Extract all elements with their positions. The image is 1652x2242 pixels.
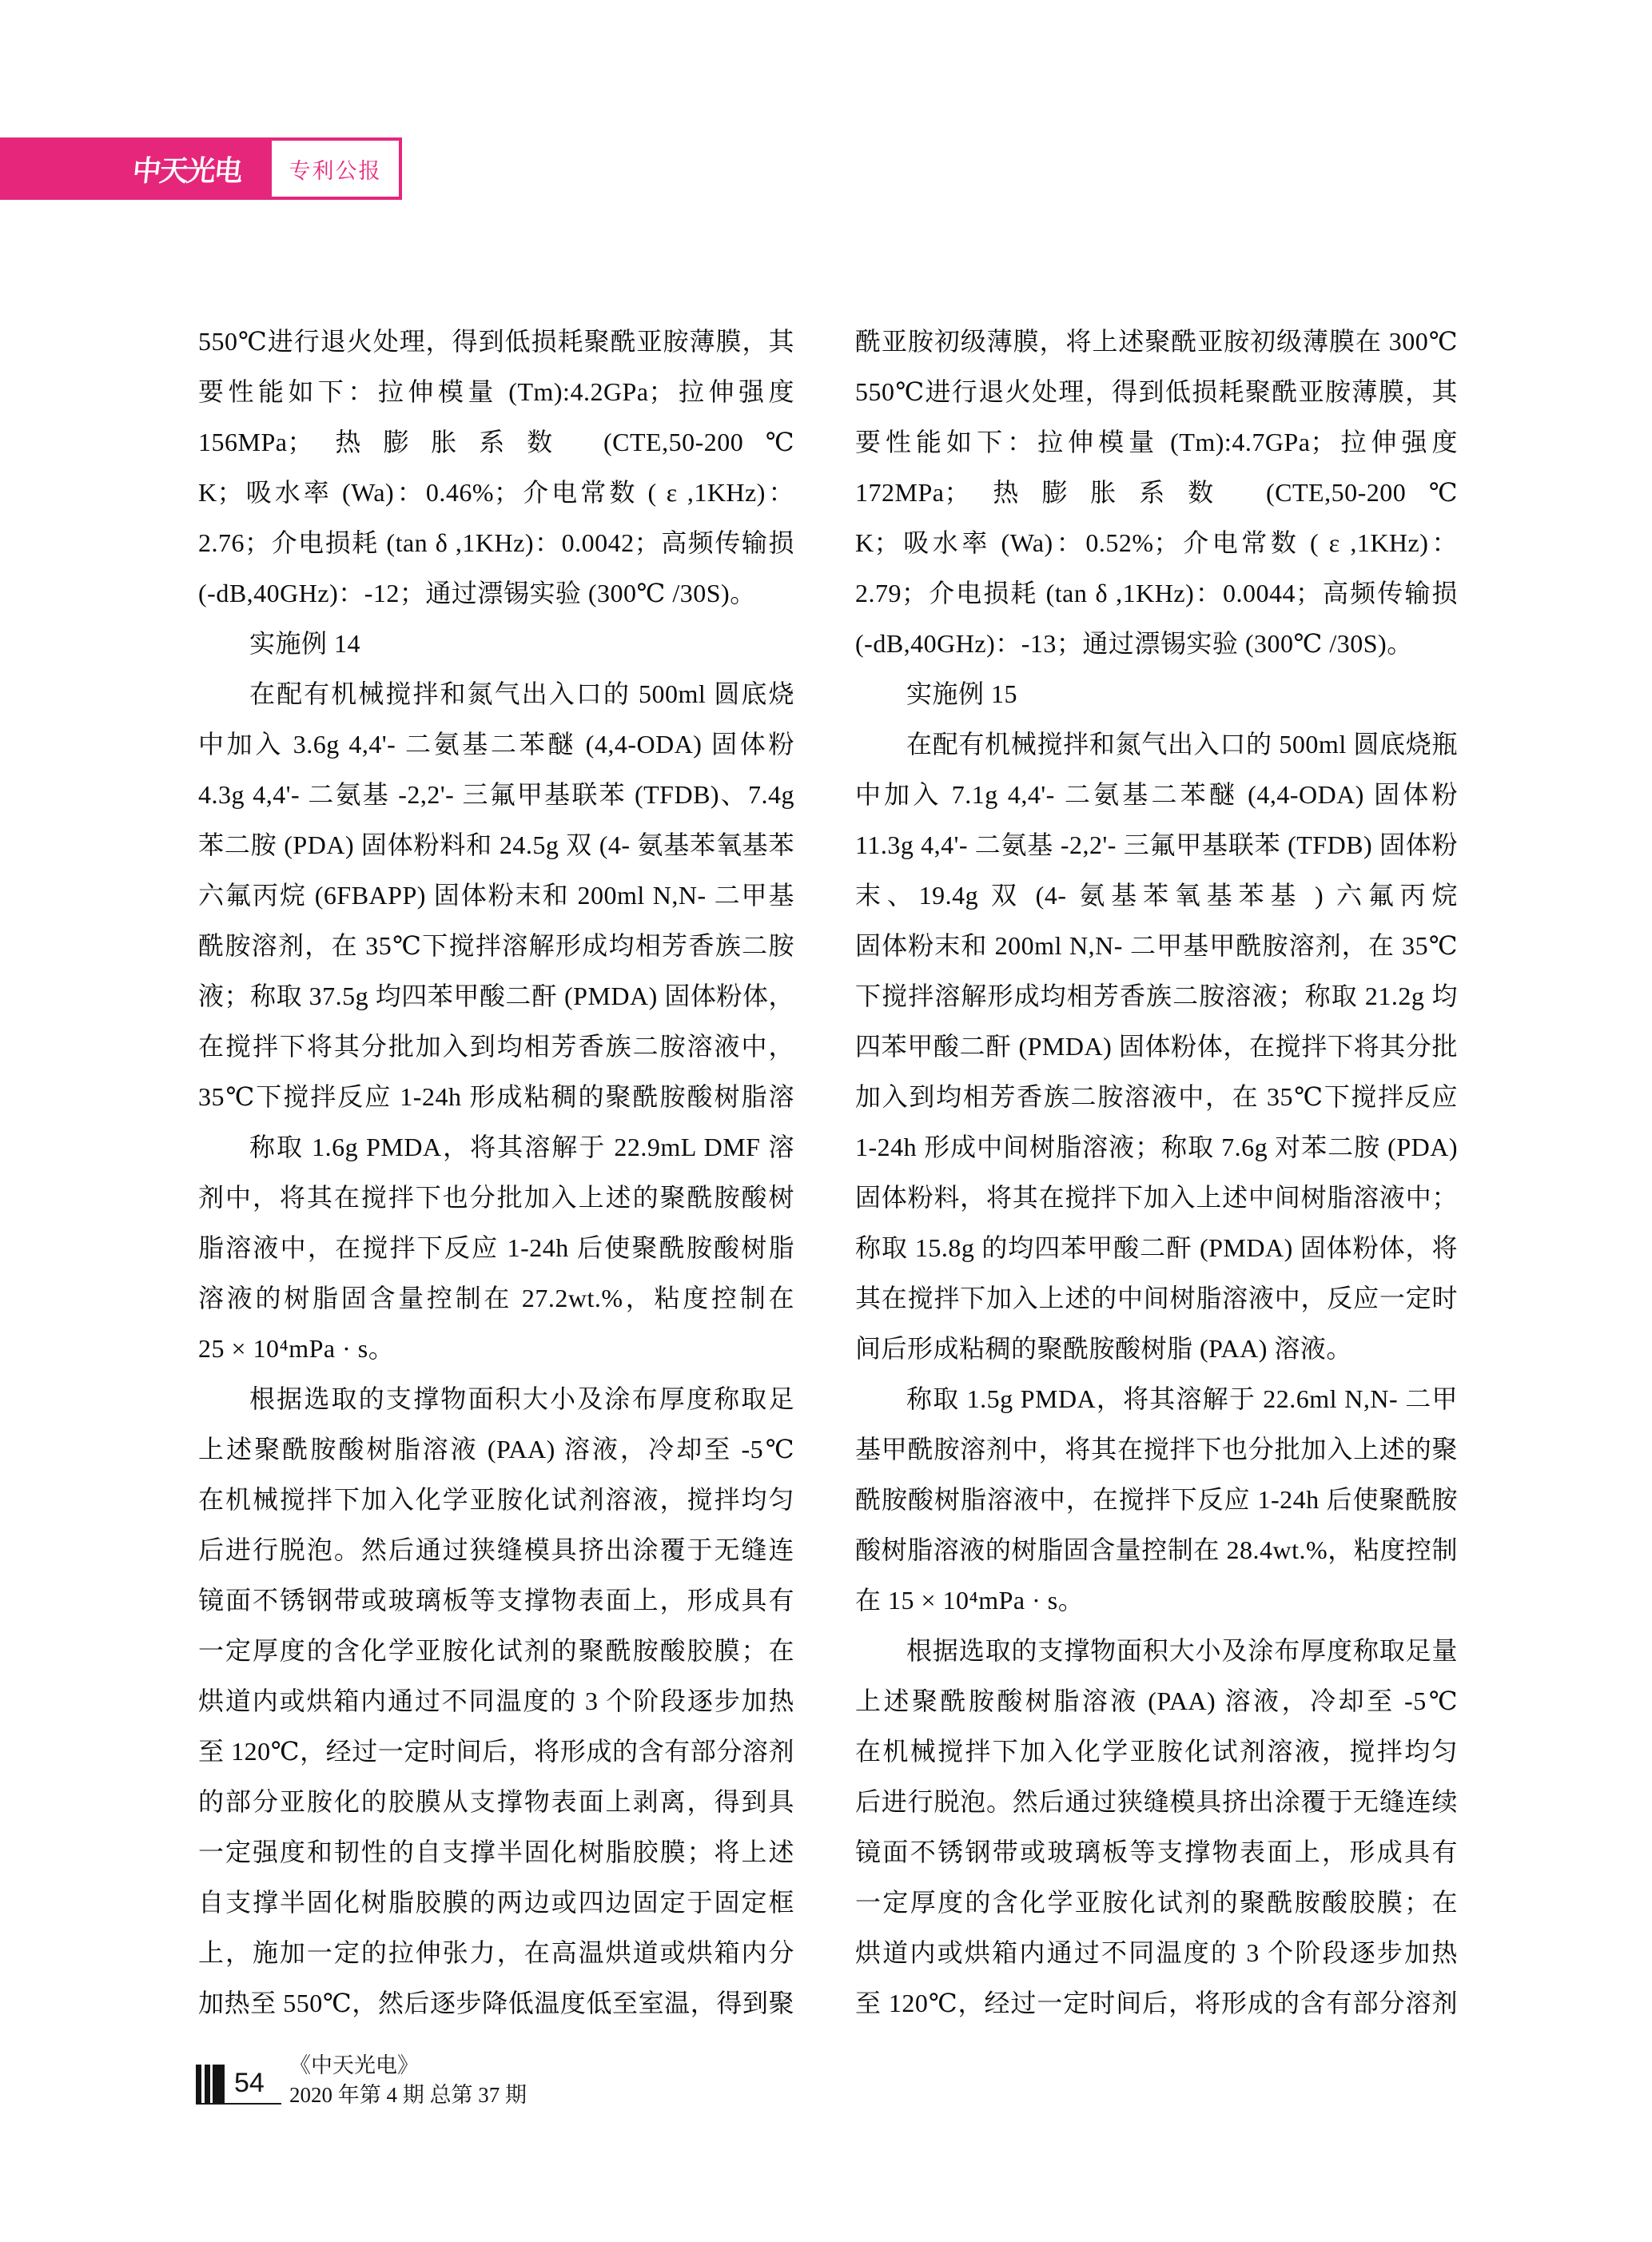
text-line: 其在搅拌下加入上述的中间树脂溶液中，反应一定时 — [855, 1284, 1458, 1312]
text-line: 中加入 7.1g 4,4'- 二氨基二苯醚 (4,4-ODA) 固体粉 — [855, 780, 1458, 809]
text-line: 实施例 14 — [249, 629, 361, 658]
footer-journal-info — [289, 2051, 527, 2110]
text-line: 根据选取的支撑物面积大小及涂布厚度称取足 — [249, 1384, 794, 1413]
footer-bar-icon — [205, 2065, 210, 2104]
issue-info: 2020 年第 4 期 总第 37 期 — [289, 2083, 527, 2107]
text-line: 上述聚酰胺酸树脂溶液 (PAA) 溶液，冷却至 -5℃ — [198, 1435, 794, 1463]
brand-band — [0, 137, 270, 200]
patent-gazette-badge-label: 专利公报 — [289, 158, 382, 183]
journal-title: 《中天光电》 — [289, 2053, 419, 2077]
text-line: 六氟丙烷 (6FBAPP) 固体粉末和 200ml N,N- 二甲基 — [198, 881, 794, 910]
text-line: 酰亚胺初级薄膜，将上述聚酰亚胺初级薄膜在 300℃ — [855, 327, 1458, 356]
text-column-left — [198, 317, 794, 2029]
text-line: 末、19.4g 双 (4- 氨基苯氧基苯基 ) 六氟丙烷 — [855, 881, 1458, 910]
text-line: K；吸水率 (Wa)：0.52%；介电常数 ( ε ,1KHz)： — [855, 528, 1458, 557]
text-line: 烘道内或烘箱内通过不同温度的 3 个阶段逐步加热 — [855, 1938, 1458, 1967]
text-line: 根据选取的支撑物面积大小及涂布厚度称取足量 — [906, 1636, 1458, 1665]
text-line: 下搅拌溶解形成均相芳香族二胺溶液；称取 21.2g 均 — [855, 982, 1458, 1010]
text-line: 1-24h 形成中间树脂溶液；称取 7.6g 对苯二胺 (PDA) — [855, 1133, 1458, 1161]
text-line: 的部分亚胺化的胶膜从支撑物表面上剥离，得到具 — [198, 1787, 794, 1816]
text-line: 156MPa；热膨胀系数 (CTE,50-200℃ — [198, 428, 794, 456]
patent-gazette-badge — [269, 137, 402, 200]
text-line: 实施例 15 — [906, 679, 1018, 708]
footer-bars-icon — [196, 2065, 225, 2104]
text-line: 四苯甲酸二酐 (PMDA) 固体粉体，在搅拌下将其分批 — [855, 1032, 1458, 1061]
text-line: 溶液的树脂固含量控制在 27.2wt.%，粘度控制在 — [198, 1284, 794, 1312]
text-column-right — [855, 317, 1458, 2029]
text-line: 酰胺酸树脂溶液中，在搅拌下反应 1-24h 后使聚酰胺 — [855, 1485, 1458, 1514]
text-line: 550℃进行退火处理，得到低损耗聚酰亚胺薄膜，其 — [198, 327, 794, 356]
text-line: 酰胺溶剂，在 35℃下搅拌溶解形成均相芳香族二胺 — [198, 931, 794, 960]
text-line: 550℃进行退火处理，得到低损耗聚酰亚胺薄膜，其 — [855, 377, 1458, 406]
text-line: 11.3g 4,4'- 二氨基 -2,2'- 三氟甲基联苯 (TFDB) 固体粉 — [855, 830, 1458, 859]
text-line: 2.76；介电损耗 (tan δ ,1KHz)：0.0042；高频传输损 — [198, 528, 794, 557]
text-line: 至 120℃，经过一定时间后，将形成的含有部分溶剂 — [855, 1989, 1458, 2017]
text-line: 中加入 3.6g 4,4'- 二氨基二苯醚 (4,4-ODA) 固体粉 — [198, 730, 794, 759]
text-line: 上述聚酰胺酸树脂溶液 (PAA) 溶液，冷却至 -5℃ — [855, 1686, 1458, 1715]
text-line: 固体粉末和 200ml N,N- 二甲基甲酰胺溶剂，在 35℃ — [855, 931, 1458, 960]
text-line: (-dB,40GHz)：-12；通过漂锡实验 (300℃ /30S)。 — [198, 579, 756, 607]
footer-rule — [196, 2103, 281, 2105]
text-line: 加入到均相芳香族二胺溶液中，在 35℃下搅拌反应 — [855, 1082, 1458, 1111]
text-line: 在 15 × 10⁴mPa · s。 — [855, 1586, 1085, 1615]
text-line: 烘道内或烘箱内通过不同温度的 3 个阶段逐步加热 — [198, 1686, 794, 1715]
text-line: 称取 1.5g PMDA，将其溶解于 22.6ml N,N- 二甲 — [906, 1384, 1458, 1413]
text-line: 一定厚度的含化学亚胺化试剂的聚酰胺酸胶膜；在 — [198, 1636, 794, 1665]
text-line: 液；称取 37.5g 均四苯甲酸二酐 (PMDA) 固体粉体， — [198, 982, 794, 1010]
text-line: 2.79；介电损耗 (tan δ ,1KHz)：0.0044；高频传输损 — [855, 579, 1458, 607]
text-line: 在机械搅拌下加入化学亚胺化试剂溶液，搅拌均匀 — [198, 1485, 794, 1514]
text-line: (-dB,40GHz)：-13；通过漂锡实验 (300℃ /30S)。 — [855, 629, 1413, 658]
text-line: 一定强度和韧性的自支撑半固化树脂胶膜；将上述 — [198, 1838, 794, 1866]
text-line: 镜面不锈钢带或玻璃板等支撑物表面上，形成具有 — [198, 1586, 794, 1615]
text-line: 25 × 10⁴mPa · s。 — [198, 1334, 395, 1363]
text-line: 苯二胺 (PDA) 固体粉料和 24.5g 双 (4- 氨基苯氧基苯 — [198, 830, 794, 859]
text-line: 在搅拌下将其分批加入到均相芳香族二胺溶液中， — [198, 1032, 794, 1061]
text-line: 上，施加一定的拉伸张力，在高温烘道或烘箱内分 — [198, 1938, 794, 1967]
text-line: 脂溶液中，在搅拌下反应 1-24h 后使聚酰胺酸树脂 — [198, 1233, 794, 1262]
text-line: 一定厚度的含化学亚胺化试剂的聚酰胺酸胶膜；在 — [855, 1888, 1458, 1917]
text-line: 镜面不锈钢带或玻璃板等支撑物表面上，形成具有 — [855, 1838, 1458, 1866]
text-line: 基甲酰胺溶剂中，将其在搅拌下也分批加入上述的聚 — [855, 1435, 1458, 1463]
text-line: K；吸水率 (Wa)：0.46%；介电常数 ( ε ,1KHz)： — [198, 478, 794, 507]
text-line: 酸树脂溶液的树脂固含量控制在 28.4wt.%，粘度控制 — [855, 1535, 1458, 1564]
footer-bar-icon — [196, 2065, 201, 2104]
brand-logo: 中天光电 — [130, 154, 243, 187]
footer-bar-icon — [213, 2065, 225, 2104]
text-line: 在配有机械搅拌和氮气出入口的 500ml 圆底烧瓶 — [906, 730, 1458, 759]
text-line: 固体粉料，将其在搅拌下加入上述中间树脂溶液中； — [855, 1183, 1458, 1212]
text-line: 要性能如下：拉伸模量 (Tm):4.7GPa；拉伸强度 — [855, 428, 1458, 456]
text-line: 剂中，将其在搅拌下也分批加入上述的聚酰胺酸树 — [198, 1183, 794, 1212]
text-line: 后进行脱泡。然后通过狭缝模具挤出涂覆于无缝连 — [198, 1535, 794, 1564]
page-number: 54 — [234, 2068, 265, 2098]
text-line: 在机械搅拌下加入化学亚胺化试剂溶液，搅拌均匀 — [855, 1737, 1458, 1766]
text-line: 间后形成粘稠的聚酰胺酸树脂 (PAA) 溶液。 — [855, 1334, 1352, 1363]
text-line: 至 120℃，经过一定时间后，将形成的含有部分溶剂 — [198, 1737, 794, 1766]
text-line: 后进行脱泡。然后通过狭缝模具挤出涂覆于无缝连续 — [855, 1787, 1458, 1816]
text-line: 35℃下搅拌反应 1-24h 形成粘稠的聚酰胺酸树脂溶 — [198, 1082, 794, 1111]
text-line: 要性能如下：拉伸模量 (Tm):4.2GPa；拉伸强度 — [198, 377, 794, 406]
text-line: 称取 1.6g PMDA，将其溶解于 22.9mL DMF 溶 — [249, 1133, 794, 1161]
text-line: 4.3g 4,4'- 二氨基 -2,2'- 三氟甲基联苯 (TFDB)、7.4g — [198, 780, 794, 809]
text-line: 在配有机械搅拌和氮气出入口的 500ml 圆底烧 — [249, 679, 794, 708]
text-line: 自支撑半固化树脂胶膜的两边或四边固定于固定框 — [198, 1888, 794, 1917]
text-line: 172MPa；热膨胀系数 (CTE,50-200℃ — [855, 478, 1458, 507]
text-line: 加热至 550℃，然后逐步降低温度低至室温，得到聚 — [198, 1989, 794, 2017]
text-line: 称取 15.8g 的均四苯甲酸二酐 (PMDA) 固体粉体，将 — [855, 1233, 1458, 1262]
